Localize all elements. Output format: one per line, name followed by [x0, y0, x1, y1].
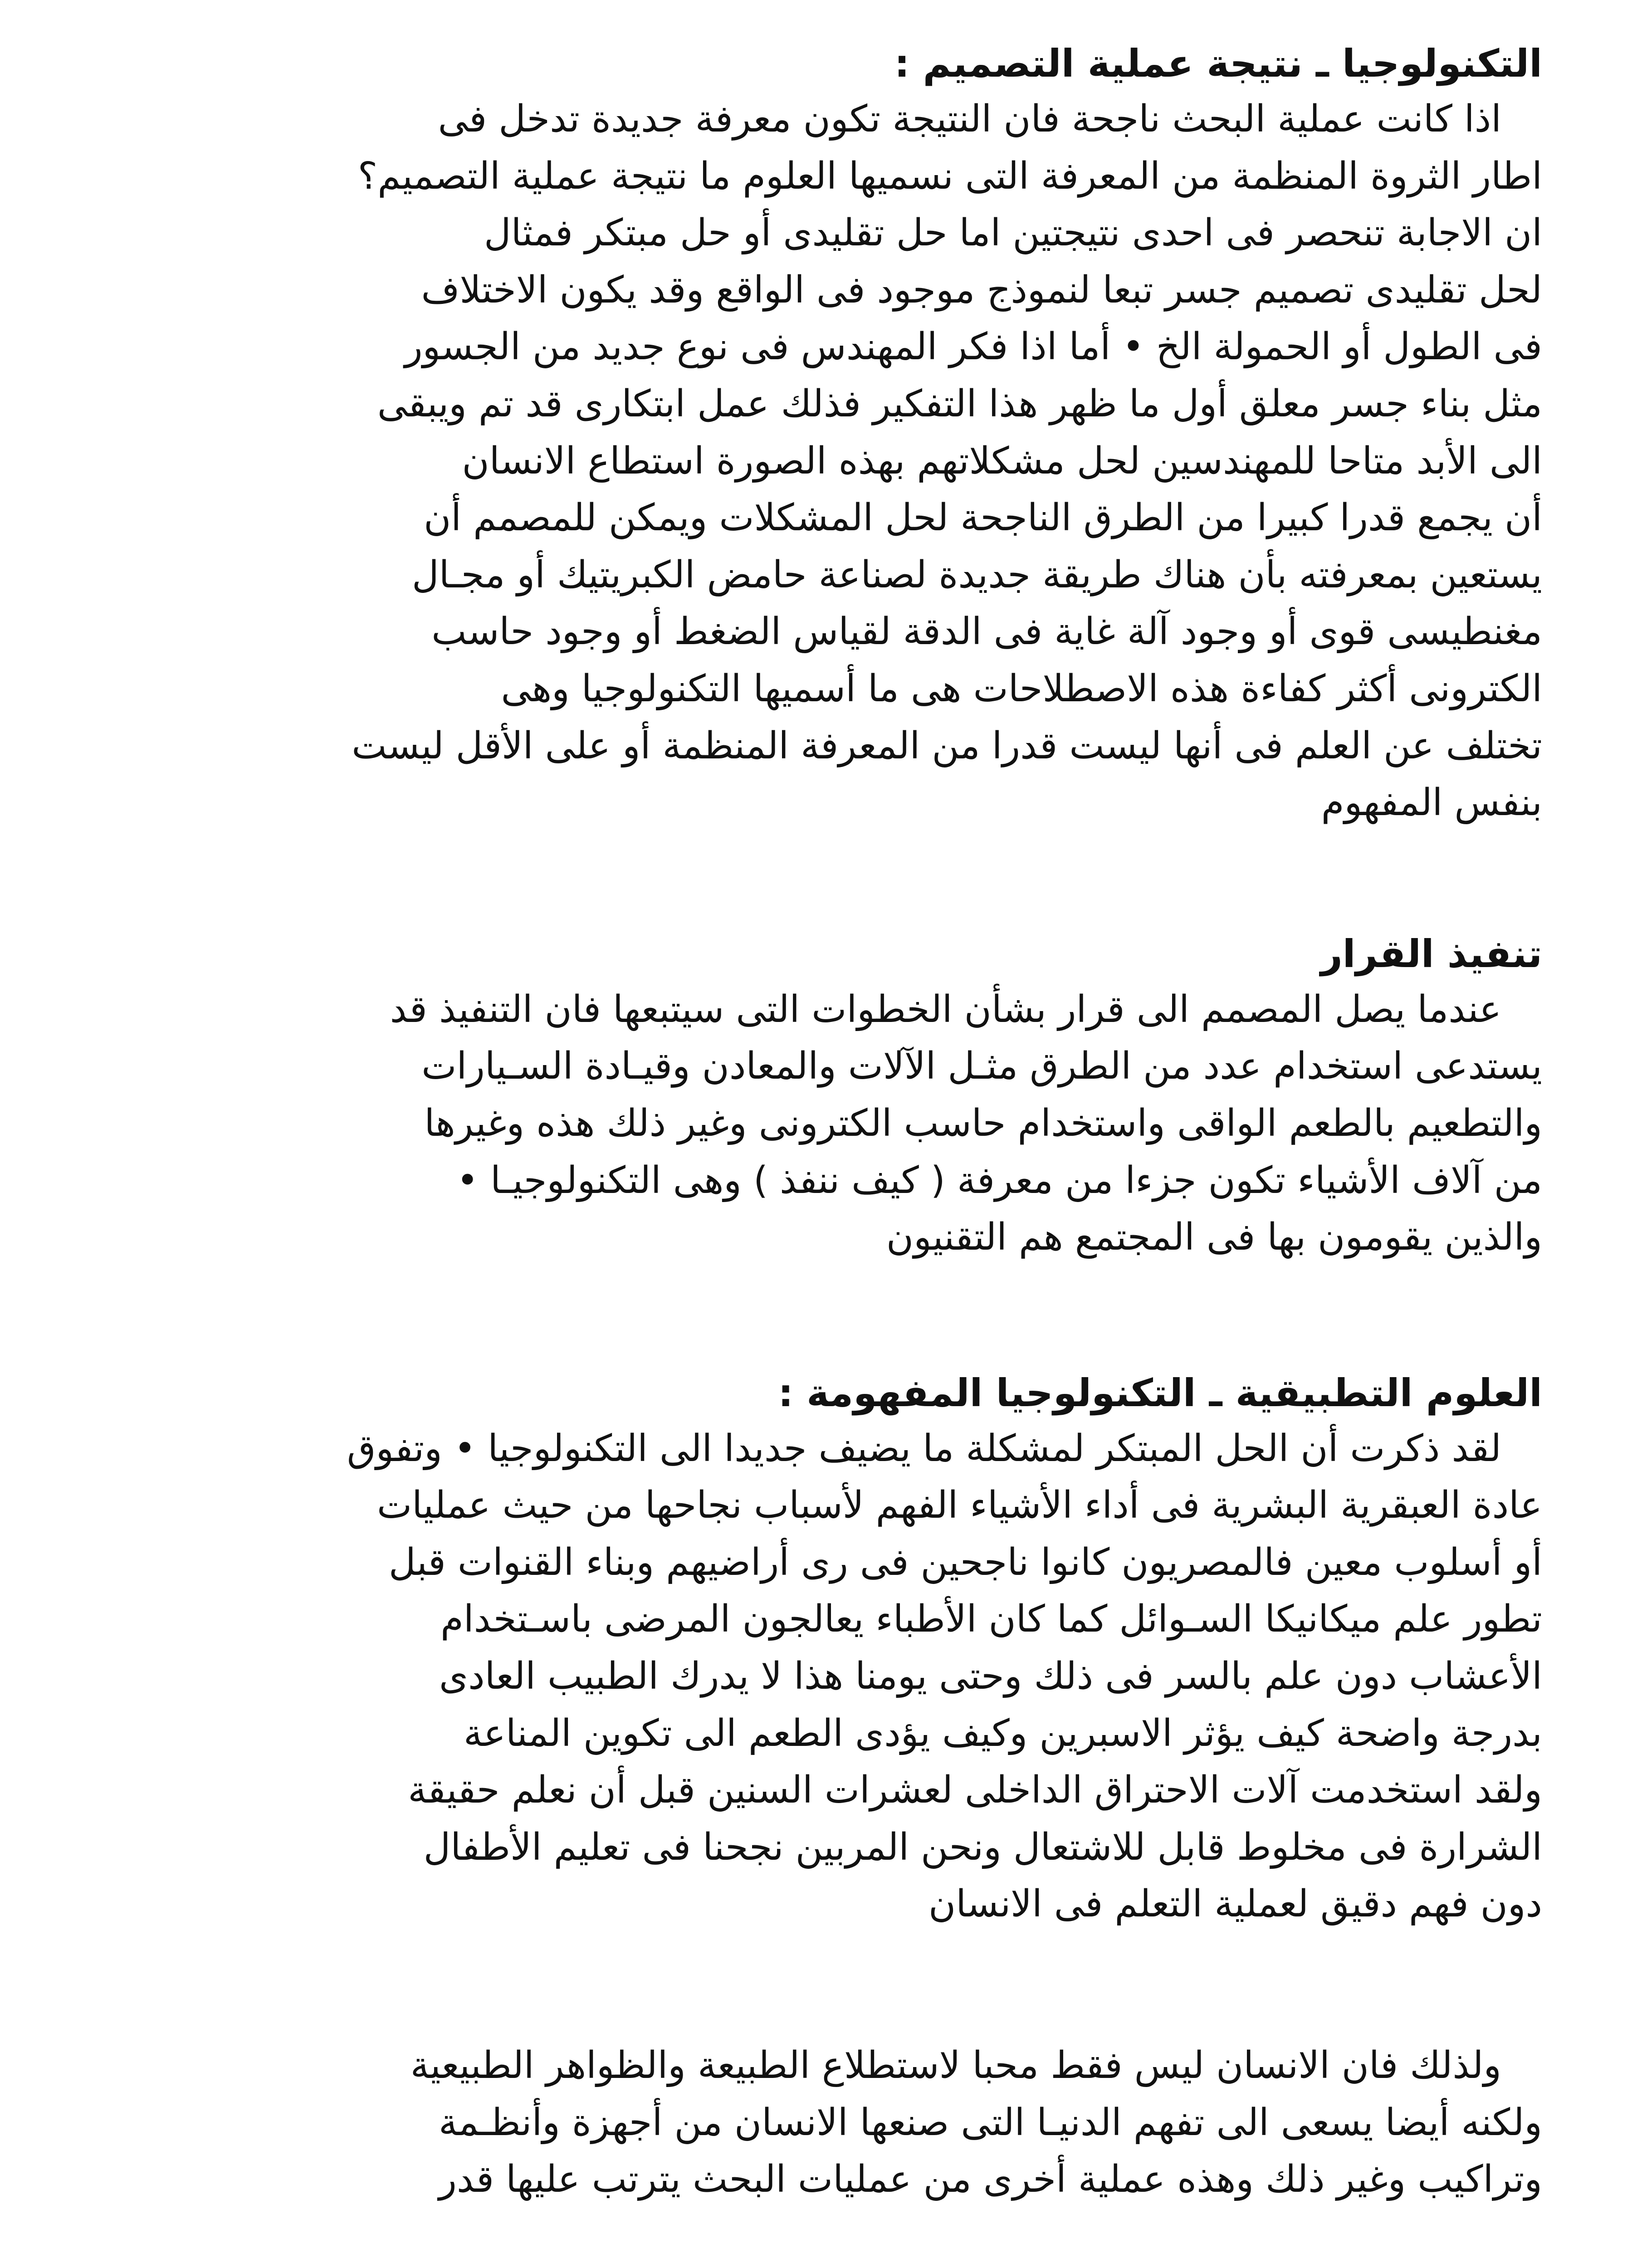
text-line: لقد ذكرت أن الحل المبتكر لمشكلة ما يضيف جديدا الى التكنولوجيا • وتفوق: [347, 1427, 1501, 1470]
text-line: وتراكيب وغير ذلك وهذه عملية أخرى من عمليات البحث يترتب عليها قدر: [439, 2158, 1542, 2201]
section-heading: العلوم التطبيقية ـ التكنولوجيا المفهومة :: [778, 1370, 1542, 1415]
section-gap: [109, 831, 1542, 927]
text-line: الشرارة فى مخلوط قابل للاشتعال ونحن المربين نجحنا فى تعليم الأطفال: [423, 1825, 1542, 1869]
text-line: الأعشاب دون علم بالسر فى ذلك وحتى يومنا هذا لا يدرك الطبيب العادى: [439, 1655, 1542, 1698]
text-line: تختلف عن العلم فى أنها ليست قدرا من المعرفة المنظمة أو على الأقل ليست: [352, 724, 1542, 767]
section-heading: تنفيذ القرار: [1320, 931, 1542, 976]
text-line: والذين يقومون بها فى المجتمع هم التقنيون: [886, 1216, 1542, 1259]
text-line: بنفس المفهوم: [1321, 781, 1542, 825]
text-line: مغنطيسى قوى أو وجود آلة غاية فى الدقة لقياس الضغط أو وجود حاسب: [431, 610, 1542, 654]
text-line: ان الاجابة تنحصر فى احدى نتيجتين اما حل تقليدى أو حل مبتكر فمثال: [484, 211, 1542, 255]
text-line: والتطعيم بالطعم الواقى واستخدام حاسب الكترونى وغير ذلك هذه وغيرها: [424, 1101, 1542, 1145]
text-line: دون فهم دقيق لعملية التعلم فى الانسان: [929, 1882, 1542, 1926]
document-page: [109, 36, 1542, 2268]
text-line: من آلاف الأشياء تكون جزءا من معرفة ( كيف ننفذ ) وهى التكنولوجيـا •: [456, 1158, 1542, 1202]
text-line: الى الأبد متاحا للمهندسين لحل مشكلاتهم بهذه الصورة استطاع الانسان: [462, 439, 1542, 483]
text-line: مثل بناء جسر معلق أول ما ظهر هذا التفكير فذلك عمل ابتكارى قد تم ويبقى: [377, 382, 1542, 425]
text-line: يستعين بمعرفته بأن هناك طريقة جديدة لصناعة حامض الكبريتيك أو مجـال: [412, 553, 1542, 596]
text-line: عادة العبقرية البشرية فى أداء الأشياء الفهم لأسباب نجاحها من حيث عمليات: [376, 1484, 1542, 1527]
section-decision-execution: [109, 927, 1542, 1266]
text-line: عندما يصل المصمم الى قرار بشأن الخطوات التى سيتبعها فان التنفيذ قد: [390, 987, 1501, 1031]
text-line: أو أسلوب معين فالمصريون كانوا ناجحين فى رى أراضيهم وبناء القنوات قبل: [388, 1540, 1542, 1584]
text-line: لحل تقليدى تصميم جسر تبعا لنموذج موجود فى الواقع وقد يكون الاختلاف: [421, 268, 1542, 312]
text-line: فى الطول أو الحمولة الخ • أما اذا فكر المهندس فى نوع جديد من الجسور: [404, 325, 1542, 369]
text-line: بدرجة واضحة كيف يؤثر الاسبرين وكيف يؤدى الطعم الى تكوين المناعة: [464, 1711, 1542, 1755]
section-closing-paragraph: [109, 2037, 1542, 2208]
section-gap: [109, 1933, 1542, 2037]
section-gap: [109, 1266, 1542, 1366]
text-line: تطور علم ميكانيكا السـوائل كما كان الأطباء يعالجون المرضى باسـتخدام: [440, 1598, 1542, 1641]
text-line: يستدعى استخدام عدد من الطرق مثـل الآلات والمعادن وقيـادة السـيارات: [421, 1045, 1542, 1088]
section-technology-design: [109, 36, 1542, 831]
text-line: اذا كانت عملية البحث ناجحة فان النتيجة تكون معرفة جديدة تدخل فى: [438, 98, 1501, 141]
section-applied-sciences: [109, 1366, 1542, 1933]
text-line: اطار الثروة المنظمة من المعرفة التى نسميها العلوم ما نتيجة عملية التصميم؟: [357, 154, 1542, 198]
text-line: ولقد استخدمت آلات الاحتراق الداخلى لعشرات السنين قبل أن نعلم حقيقة: [408, 1769, 1542, 1812]
text-line: ولكنه أيضا يسعى الى تفهم الدنيـا التى صنعها الانسان من أجهزة وأنظـمة: [438, 2101, 1542, 2144]
section-heading: التكنولوجيا ـ نتيجة عملية التصميم :: [894, 41, 1542, 86]
text-line: الكترونى أكثر كفاءة هذه الاصطلاحات هى ما أسميها التكنولوجيا وهى: [501, 667, 1542, 710]
text-line: أن يجمع قدرا كبيرا من الطرق الناجحة لحل المشكلات ويمكن للمصمم أن: [424, 496, 1542, 540]
text-line: ولذلك فان الانسان ليس فقط محبا لاستطلاع الطبيعة والظواهر الطبيعية: [410, 2044, 1501, 2087]
